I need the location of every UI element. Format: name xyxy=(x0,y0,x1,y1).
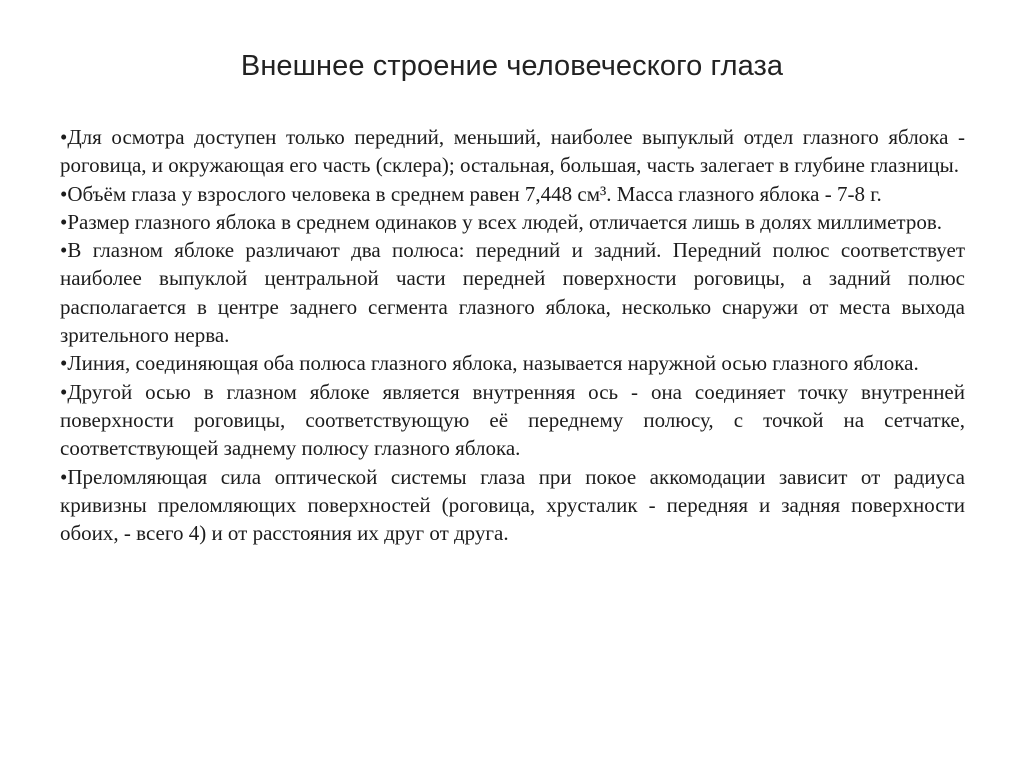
paragraph-outer-axis: •Линия, соединяющая оба полюса глазного яблока, называется наружной осью глазного яблока. xyxy=(60,351,919,376)
slide-title: Внешнее строение человеческого глаза xyxy=(240,50,784,82)
paragraph-eye-size: •Размер глазного яблока в среднем одинаков у всех людей, отличается лишь в долях миллиметров. xyxy=(60,209,943,234)
paragraph-eye-volume: •Объём глаза у взрослого человека в среднем равен 7,448 см³. Масса глазного яблока - 7-8 г. xyxy=(60,181,882,206)
paragraph-refraction: •Преломляющая сила оптической системы глаза при покое аккомодации зависит от радиуса кривизны преломляющих поверхностей (роговица, хрусталик - передняя и задняя поверхности обоих, - всего 4) и от расстояния их друг от друга. xyxy=(60,464,965,546)
paragraph-visible-part: •Для осмотра доступен только передний, меньший, наиболее выпуклый отдел глазного яблока - роговица, и окружающая его часть (склера); остальная, большая, часть залегает в глубине глазницы. xyxy=(60,125,965,178)
paragraph-poles: •В глазном яблоке различают два полюса: передний и задний. Передний полюс соответствует наиболее выпуклой центральной части передней поверхности роговицы, а задний полюс располагается в центре заднего сегмента глазного яблока, несколько снаружи от места выхода зрительного нерва. xyxy=(60,238,965,348)
paragraph-inner-axis: •Другой осью в глазном яблоке является внутренняя ось - она соединяет точку внутренней поверхности роговицы, соответствующую её переднему полюсу, с точкой на сетчатке, соответствующей заднему полюсу глазного яблока. xyxy=(60,379,965,461)
slide-body xyxy=(60,123,965,547)
